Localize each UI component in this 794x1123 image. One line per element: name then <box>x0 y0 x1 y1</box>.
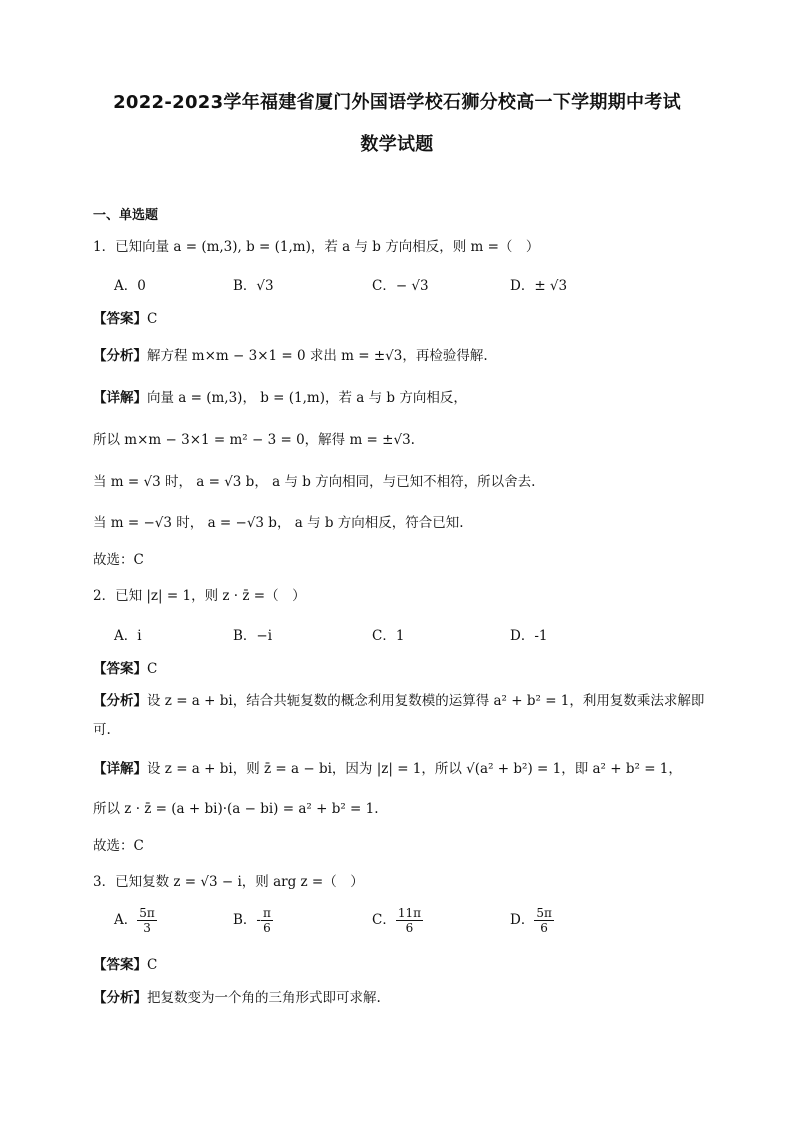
q3-option-c-fraction <box>396 906 423 935</box>
q2-detail-text-1: 设 z = a + bi，则 z̄ = a − bi，因为 |z| = 1，所以 √(a² + b²) = 1，即 a² + b² = 1， <box>147 761 682 777</box>
q3-analysis <box>93 986 381 1006</box>
q3-option-c-letter: C． <box>372 912 396 928</box>
q3-answer <box>93 953 157 973</box>
q3-option-a-fraction <box>137 906 157 935</box>
q3-option-d <box>510 906 554 935</box>
q3-option-c <box>372 906 423 935</box>
q3-option-d-den: 6 <box>540 921 548 935</box>
q3-analysis-text: 把复数变为一个角的三角形式即可求解. <box>147 990 381 1006</box>
doc-title-line2: 数学试题 <box>360 134 434 155</box>
q1-detail-line-4: 当 m = −√3 时， a = −√3 b， a 与 b 方向相反，符合已知. <box>93 515 464 531</box>
q1-option-c: C．− √3 <box>372 278 429 294</box>
q3-answer-value: C <box>147 957 158 973</box>
q3-option-a-num: 5π <box>139 906 155 920</box>
q3-option-b-num: π <box>262 906 271 920</box>
q3-option-c-num: 11π <box>397 906 421 920</box>
section-heading: 一、单选题 <box>93 208 159 223</box>
q3-option-b <box>233 906 273 935</box>
q1-answer <box>93 307 157 327</box>
q1-conclusion: 故选：C <box>93 552 144 568</box>
q3-stem: 3．已知复数 z = √3 − i，则 arg z =（ ） <box>93 874 364 890</box>
q1-answer-value: C <box>147 311 158 327</box>
q1-option-b: B．√3 <box>233 278 274 294</box>
doc-title-line1: 2022-2023学年福建省厦门外国语学校石狮分校高一下学期期中考试 <box>113 92 681 113</box>
q1-detail-text-1: 向量 a = (m,3)， b = (1,m)，若 a 与 b 方向相反， <box>147 390 467 406</box>
q1-option-a: A．0 <box>114 278 146 294</box>
answer-label: 【答案】 <box>93 661 147 677</box>
q3-option-b-fraction <box>261 906 273 935</box>
detail-label: 【详解】 <box>93 390 147 406</box>
q2-answer-value: C <box>147 661 158 677</box>
q2-option-b: B．−i <box>233 628 273 644</box>
q3-option-a-letter: A． <box>114 912 138 928</box>
q2-detail <box>93 757 682 777</box>
detail-label: 【详解】 <box>93 761 147 777</box>
q3-option-d-num: 5π <box>536 906 552 920</box>
q1-analysis-text: 解方程 m×m − 3×1 = 0 求出 m = ±√3，再检验得解. <box>147 348 488 364</box>
q3-option-a <box>114 906 157 935</box>
answer-label: 【答案】 <box>93 957 147 973</box>
analysis-label: 【分析】 <box>93 990 147 1006</box>
q3-option-b-letter: B．- <box>233 912 261 928</box>
q3-option-d-fraction <box>534 906 554 935</box>
q2-option-a: A．i <box>114 628 142 644</box>
q3-option-d-letter: D． <box>510 912 535 928</box>
q2-analysis <box>93 689 704 709</box>
q1-stem: 1．已知向量 a = (m,3), b = (1,m)，若 a 与 b 方向相反，则 m =（ ） <box>93 239 540 255</box>
q2-answer <box>93 657 157 677</box>
q2-detail-line-2: 所以 z · z̄ = (a + bi)·(a − bi) = a² + b² = 1. <box>93 801 379 817</box>
q1-option-d: D．± √3 <box>510 278 568 294</box>
q3-option-b-den: 6 <box>263 921 271 935</box>
q3-option-c-den: 6 <box>405 921 414 935</box>
q2-analysis-text-1: 设 z = a + bi，结合共轭复数的概念利用复数模的运算得 a² + b² = 1，利用复数乘法求解即 <box>147 693 705 709</box>
q2-analysis-line-2: 可. <box>93 722 111 738</box>
q2-stem: 2．已知 |z| = 1，则 z · z̄ =（ ） <box>93 588 306 604</box>
analysis-label: 【分析】 <box>93 348 147 364</box>
q1-detail <box>93 386 467 406</box>
q2-option-c: C．1 <box>372 628 405 644</box>
answer-label: 【答案】 <box>93 311 147 327</box>
q2-option-d: D．-1 <box>510 628 548 644</box>
q3-option-a-den: 3 <box>143 921 151 935</box>
q1-detail-line-3: 当 m = √3 时， a = √3 b， a 与 b 方向相同，与已知不相符，所以舍去. <box>93 474 536 490</box>
analysis-label: 【分析】 <box>93 693 147 709</box>
q1-detail-line-2: 所以 m×m − 3×1 = m² − 3 = 0，解得 m = ±√3. <box>93 432 415 448</box>
q2-conclusion: 故选：C <box>93 838 144 854</box>
q1-analysis <box>93 344 488 364</box>
